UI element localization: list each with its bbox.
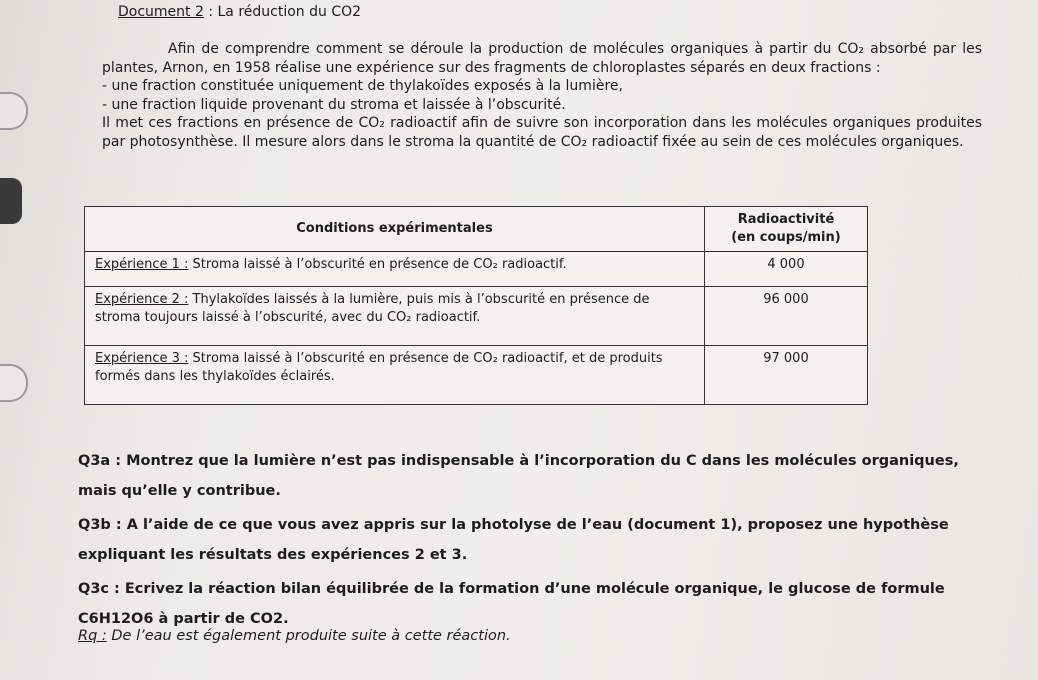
experiment-text: Stroma laissé à l’obscurité en présence de CO₂ radioactif. <box>188 257 567 272</box>
table-cell-condition <box>85 252 705 287</box>
table-cell-value: 96 000 <box>704 287 867 346</box>
question-3a: Q3a : Montrez que la lumière n’est pas indispensable à l’incorporation du C dans les molécules organiques, mais qu’elle y contribue. <box>78 453 959 499</box>
document-title <box>118 4 361 20</box>
intro-paragraph-2: Il met ces fractions en présence de CO₂ radioactif afin de suivre son incorporation dans les molécules organiques produites par photosynthèse. Il mesure alors dans le stroma la quantité de CO₂ radioactif fixée au sein de ces molécules organiques. <box>102 115 982 150</box>
experiment-label: Expérience 2 : <box>95 292 189 307</box>
question-3b: Q3b : A l’aide de ce que vous avez appris sur la photolyse de l’eau (document 1), proposez une hypothèse expliquant les résultats des expériences 2 et 3. <box>78 517 949 563</box>
intro-list-item: - une fraction liquide provenant du stroma et laissée à l’obscurité. <box>102 96 566 113</box>
table-cell-value: 4 000 <box>704 252 867 287</box>
remark-text: De l’eau est également produite suite à cette réaction. <box>106 628 511 644</box>
header-conditions: Conditions expérimentales <box>85 207 705 252</box>
experiment-label: Expérience 1 : <box>95 257 189 272</box>
table-row <box>85 287 868 346</box>
table-cell-value: 97 000 <box>704 346 867 405</box>
header-radioactivity-line2: (en coups/min) <box>731 230 841 245</box>
table-cell-condition <box>85 287 705 346</box>
intro-list-item: - une fraction constituée uniquement de thylakoïdes exposés à la lumière, <box>102 78 623 94</box>
question-3c: Q3c : Ecrivez la réaction bilan équilibrée de la formation d’une molécule organique, le glucose de formule C6H12O6 à partir de CO2. <box>78 581 945 627</box>
document-title-prefix: Document 2 <box>118 4 204 20</box>
binder-ring <box>0 364 28 402</box>
table-header-row <box>85 207 868 252</box>
intro-text <box>102 40 982 151</box>
remark-label: Rq : <box>78 628 107 644</box>
header-radioactivity-line1: Radioactivité <box>737 212 835 227</box>
table-row <box>85 252 868 287</box>
experiment-text: Stroma laissé à l’obscurité en présence de CO₂ radioactif, et de produits formés dans les thylakoïdes éclairés. <box>95 351 663 384</box>
experiment-text: Thylakoïdes laissés à la lumière, puis mis à l’obscurité en présence de stroma toujours laissé à l’obscurité, avec du CO₂ radioactif. <box>95 292 650 325</box>
document-title-rest: : La réduction du CO2 <box>203 4 362 20</box>
binder-ring <box>0 178 22 224</box>
table-row <box>85 346 868 405</box>
experiment-label: Expérience 3 : <box>95 351 189 366</box>
intro-paragraph-1: Afin de comprendre comment se déroule la production de molécules organiques à partir du CO₂ absorbé par les plantes, Arnon, en 1958 réalise une expérience sur des fragments de chloroplastes séparés en deux fractions : <box>102 41 982 76</box>
experiment-table <box>84 206 868 405</box>
remark <box>78 628 511 644</box>
table-cell-condition <box>85 346 705 405</box>
header-radioactivity <box>704 207 867 252</box>
binder-ring <box>0 92 28 130</box>
